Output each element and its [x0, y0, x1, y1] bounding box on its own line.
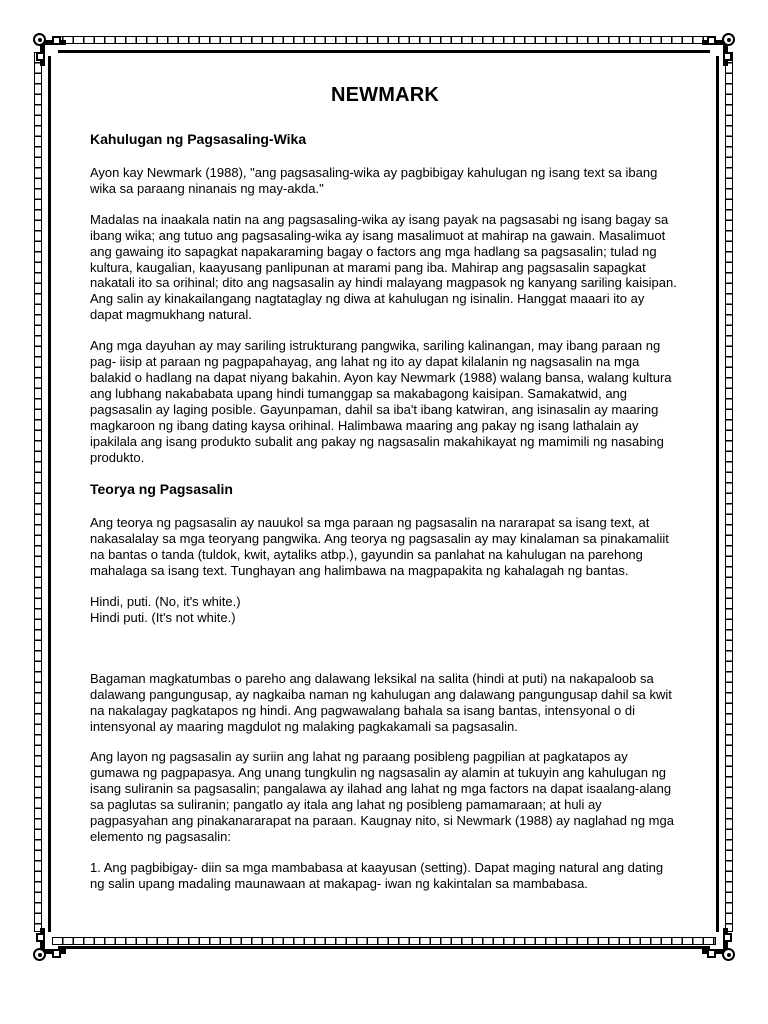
- example-sentences: [90, 594, 680, 626]
- paragraph: Ang teorya ng pagsasalin ay nauukol sa mga paraan ng pagsasalin na nararapat sa isang text, at nakasalalay sa mga teoryang pangwika. Ang teorya ng pagsasalin ay may kinalaman sa pinakamaliit na bantas o tanda (tuldok, kwit, aytaliks atbp.), gayundin sa panlahat na kahulugan na parehong mahalaga sa isang text. Tunghayan ang halimbawa na magpapakita ng kahalagah ng bantas.: [90, 515, 669, 579]
- border-rule-left: [48, 56, 51, 932]
- corner-ornament-bottom-left: [30, 928, 66, 964]
- paragraph: Madalas na inaakala natin na ang pagsasaling-wika ay isang payak na pagsasabi ng isang bagay sa ibang wika; ang tutuo ang pagsasaling-wika ay isang masalimuot at mahirap na gawain. Masalimuot ang gawaing ito sapagkat napakaraming bagay o factors ang mga hadlang sa pagsasalin; tulad ng kultura, kaugalian, kaayusang panlipunan at marami pang iba. Mahirap ang pagsasalin sapagkat nakatali ito sa orihinal; dito ang nagsasalin ay hindi malayang magpasok ng kanyang sariling kaisipan. Ang salin ay kinakailangang nagtataglay ng diwa at kahulugan ng isinalin. Hanggat maaari ito ay dapat magmukhang natural.: [90, 211, 677, 323]
- border-rule-bottom: [58, 946, 710, 949]
- paragraph: Ang mga dayuhan ay may sariling istrukturang pangwika, sariling kalinangan, may ibang paraan ng pag- iisip at paraan ng pagpapahayag, ang lahat ng ito ay dapat kilalanin ng nagsasalin na mga balakid o hadlang na dapat niyang bakahin. Ayon kay Newmark (1988) walang bansa, walang kultura ang lubhang nakababata upang hindi tumanggap sa makabagong kaisipan. Samakatwid, ang pagsasalin ay laging posible. Gayunpaman, dahil sa iba't ibang katwiran, ang isinasalin ay maaring magkaroon ng ibang dating kaysa orihinal. Halimbawa maaring ang pakay ng isang lathalain ay ipakilala ang isang produkto subalit ang pakay ng nagsasalin makahikayat ng mamimili ng nasabing produkto.: [90, 338, 672, 465]
- paragraph: Ang layon ng pagsasalin ay suriin ang lahat ng paraang posibleng pagpilian at pagkatapos ay gumawa ng pagpapasya. Ang unang tungkulin ng nagsasalin ay alamin at tukuyin ang kahulugan ng isang suliranin sa pagsasalin; pangalawa ay ilahad ang lahat ng mga factors na dapat isaalang-alang sa paglutas sa suliranin; pangatlo ay itala ang lahat ng posibleng pamamaraan; at huli ay pagpasyahan ang pinakanararapat na paraan. Kaugnay nito, si Newmark (1988) ay naglahad ng mga elemento ng pagsasalin:: [90, 749, 674, 844]
- paragraph: Ayon kay Newmark (1988), "ang pagsasaling-wika ay pagbibigay kahulugan ng isang text sa ibang wika sa paraang ninanais ng may-akda.": [90, 165, 658, 196]
- corner-ornament-top-right: [702, 30, 738, 66]
- corner-ornament-top-left: [30, 30, 66, 66]
- paragraph: Bagaman magkatumbas o pareho ang dalawang leksikal na salita (hindi at puti) na nakapaloob sa dalawang pangungusap, ay nagkaiba naman ng kahulugan ang dalawang pangungusap dahil sa kwit na nakalagay pagkatapos ng hindi. Ang pagwawalang bahala sa isang bantas, intensyonal o di intensyonal ay maaring magdulot ng malaking pagkakamali sa pagsasalin.: [90, 670, 672, 734]
- section-heading-kahulugan: Kahulugan ng Pagsasaling-Wika: [90, 131, 307, 147]
- border-rule-right: [716, 56, 719, 932]
- list-item: 1. Ang pagbibigay- diin sa mga mambabasa at kaayusan (setting). Dapat maging natural ang dating ng salin upang madaling maunawaan at makapag- iwan ng kakintalan sa mambabasa.: [90, 859, 664, 891]
- border-band-right: [725, 52, 733, 932]
- document-body: [90, 84, 680, 907]
- page-title: NEWMARK: [330, 84, 440, 106]
- section-heading-teorya: Teorya ng Pagsasalin: [90, 481, 233, 498]
- border-band-top: [52, 36, 716, 44]
- example-line: Hindi, puti. (No, it's white.): [90, 594, 241, 610]
- border-rule-top: [58, 50, 710, 53]
- border-band-bottom: [52, 937, 716, 945]
- example-line: Hindi puti. (It's not white.): [90, 609, 236, 625]
- border-band-left: [34, 52, 42, 932]
- corner-ornament-bottom-right: [702, 928, 738, 964]
